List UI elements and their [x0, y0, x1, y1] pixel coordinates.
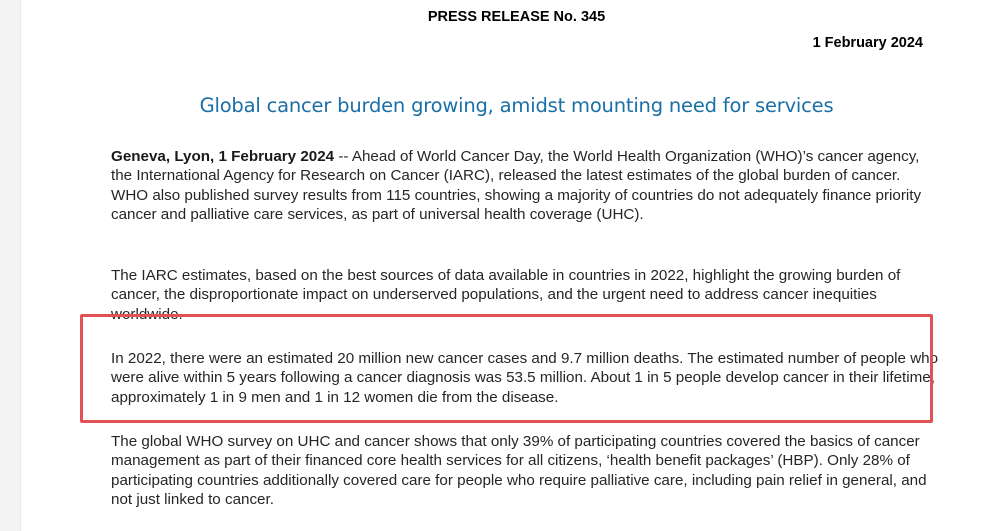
paragraph-who-survey: The global WHO survey on UHC and cancer shows that only 39% of participating countries covered the basics of cancer management as part of their financed core health services for all citizens, ‘health benefit packages’ (HBP). Only 28% of participating countries additionally covered care for people who require palliative care, including pain relief in general, and not just linked to cancer.: [111, 433, 927, 509]
dateline: Geneva, Lyon, 1 February 2024: [111, 148, 335, 165]
highlight-annotation-box: [80, 314, 933, 423]
paragraph-2022-statistics: In 2022, there were an estimated 20 million new cancer cases and 9.7 million deaths. The estimated number of people who were alive within 5 years following a cancer diagnosis was 53.5 million. About 1 in 5 people develop cancer in their lifetime, approximately 1 in 9 men and 1 in 12 women die from the disease.: [111, 350, 939, 406]
press-release-number: PRESS RELEASE No. 345: [427, 9, 606, 25]
paragraph-iarc-estimates: The IARC estimates, based on the best sources of data available in countries in 2022, highlight the growing burden of cancer, the disproportionate impact on underserved populations, and the urgent need to address cancer inequities worldwide.: [111, 267, 901, 323]
intro-body: -- Ahead of World Cancer Day, the World Health Organization (WHO)’s cancer agency, the International Agency for Research on Cancer (IARC), released the latest estimates of the global burden of cancer. WHO also published survey results from 115 countries, showing a majority of countries do not adequately finance priority cancer and palliative care services, as part of universal health coverage (UHC).: [111, 148, 922, 224]
paragraph-intro: [111, 147, 941, 225]
release-date: 1 February 2024: [812, 35, 923, 51]
page-margin-strip: [0, 0, 21, 531]
page-title: Global cancer burden growing, amidst mounting need for services: [199, 94, 834, 117]
